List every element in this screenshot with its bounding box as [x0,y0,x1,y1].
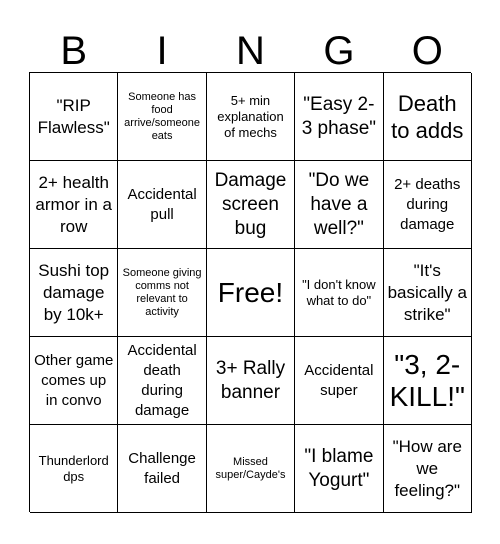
bingo-cell[interactable] [118,337,206,425]
bingo-cell-text: Missed super/Cayde's [215,455,286,481]
bingo-cell[interactable] [118,425,206,513]
bingo-cell[interactable] [207,425,295,513]
bingo-cell[interactable] [384,73,472,161]
bingo-cell[interactable] [295,425,383,513]
bingo-cell[interactable] [30,73,118,161]
bingo-cell[interactable] [384,249,472,337]
bingo-cell-text: Death to adds [391,90,464,143]
bingo-cell-text: "I don't know what to do" [302,276,376,308]
bingo-cell-text: Sushi top damage by 10k+ [38,260,110,324]
bingo-cell[interactable] [295,73,383,161]
bingo-cell[interactable] [384,337,472,425]
bingo-cell-text: Damage screen bug [214,169,287,239]
bingo-cell-text: "3, 2- KILL!" [389,348,465,412]
bingo-cell[interactable] [30,337,118,425]
bingo-cell[interactable] [118,249,206,337]
bingo-cell-text: Someone has food arrive/someone eats [124,90,200,142]
bingo-cell[interactable] [384,161,472,249]
bingo-cell-text: Thunderlord dps [38,452,109,484]
bingo-header [30,26,472,76]
bingo-cell[interactable] [384,425,472,513]
header-letter-o: O [411,29,444,73]
bingo-cell-text: "I blame Yogurt" [304,445,374,491]
bingo-cell[interactable] [207,337,295,425]
bingo-cell-text: "It's basically a strike" [387,260,467,324]
bingo-cell[interactable] [30,161,118,249]
bingo-cell-text: 5+ min explanation of mechs [217,92,284,140]
bingo-cell[interactable] [295,337,383,425]
header-letter-i: I [156,29,169,73]
bingo-free-space[interactable] [207,249,295,337]
bingo-cell-text: Accidental super [304,361,374,399]
bingo-cell-text: 2+ deaths during damage [394,175,461,233]
header-letter-n: N [236,29,266,73]
bingo-cell[interactable] [30,425,118,513]
bingo-card-grid [29,72,471,512]
bingo-cell[interactable] [207,73,295,161]
bingo-cell-text: "Easy 2-3 phase" [301,93,377,139]
bingo-cell-text: 2+ health armor in a row [35,172,112,236]
bingo-cell[interactable] [295,249,383,337]
bingo-cell[interactable] [295,161,383,249]
bingo-cell-text: Challenge failed [128,449,196,487]
header-letter-b: B [60,29,89,73]
bingo-cell-text: "Do we have a well?" [308,169,370,239]
bingo-cell[interactable] [30,249,118,337]
bingo-cell-text: "How are we feeling?" [392,436,462,500]
bingo-cell-text: "RIP Flawless" [37,95,110,137]
bingo-cell-text: Accidental pull [127,185,197,223]
bingo-cell-text: Someone giving comms not relevant to activity [122,266,202,318]
bingo-cell[interactable] [118,161,206,249]
bingo-cell-text: Accidental death during damage [127,341,197,419]
header-letter-g: G [323,29,356,73]
bingo-cell[interactable] [207,161,295,249]
bingo-cell[interactable] [118,73,206,161]
free-space-text: Free! [217,276,284,308]
bingo-cell-text: 3+ Rally banner [215,357,286,403]
bingo-cell-text: Other game comes up in convo [34,351,114,409]
